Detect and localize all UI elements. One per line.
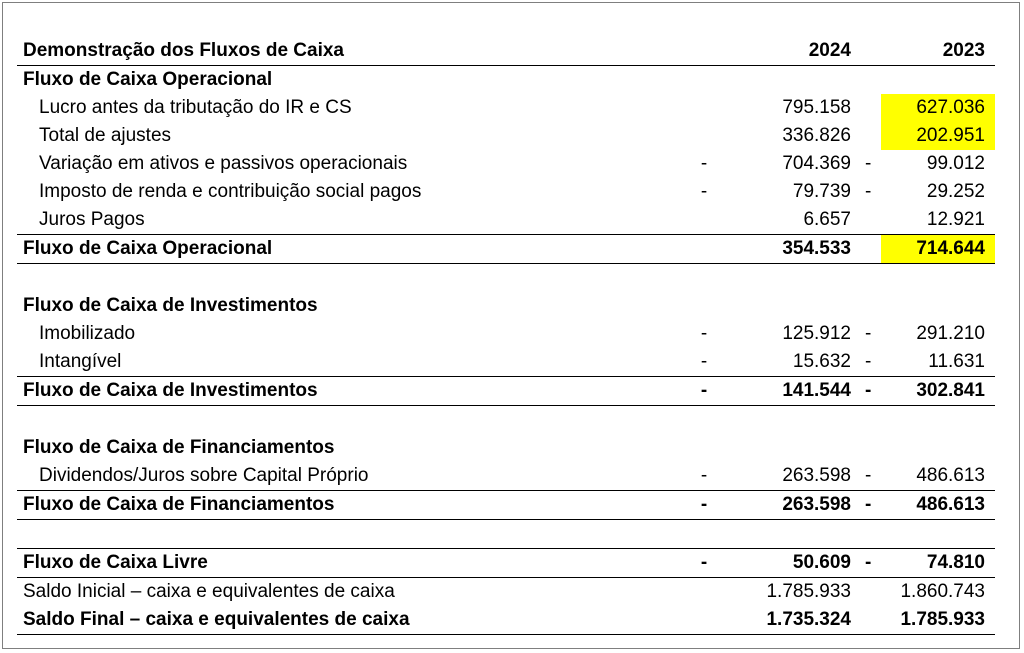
table-row: Imobilizado - 125.912 - 291.210	[39, 323, 985, 344]
cash-flow-table	[17, 37, 995, 635]
total-row-financiamentos: Fluxo de Caixa de Financiamentos - 263.598 - 486.613	[17, 491, 995, 520]
table-row: Lucro antes da tributação do IR e CS 795.158 627.036	[17, 94, 995, 122]
highlighted-cell: 714.644	[881, 235, 995, 264]
spacer-row	[17, 264, 995, 293]
total-row-operacional: Fluxo de Caixa Operacional 354.533 714.644	[17, 235, 995, 264]
table-row: Intangível - 15.632 - 11.631	[39, 351, 985, 372]
highlighted-cell: 202.951	[881, 122, 995, 150]
table-row: Total de ajustes 336.826 202.951	[17, 122, 995, 150]
header-row	[17, 37, 995, 66]
year-2023-header: 2023	[881, 37, 995, 66]
section-heading-financiamentos: Fluxo de Caixa de Financiamentos	[23, 437, 335, 458]
section-heading-investimentos: Fluxo de Caixa de Investimentos	[23, 295, 318, 316]
statement-title: Demonstração dos Fluxos de Caixa	[17, 37, 694, 66]
table-row: Juros Pagos 6.657 12.921	[39, 209, 985, 230]
highlighted-cell: 627.036	[881, 94, 995, 122]
table-row: Dividendos/Juros sobre Capital Próprio - 263.598 - 486.613	[39, 465, 985, 486]
opening-balance-row: Saldo Inicial – caixa e equivalentes de caixa 1.785.933 1.860.743	[17, 578, 995, 607]
total-row-investimentos: Fluxo de Caixa de Investimentos - 141.544 - 302.841	[17, 377, 995, 406]
table-row: Imposto de renda e contribuição social pagos - 79.739 - 29.252	[39, 181, 985, 202]
section-heading-operacional: Fluxo de Caixa Operacional	[23, 69, 273, 90]
spacer-row	[17, 520, 995, 549]
free-cash-flow-row: Fluxo de Caixa Livre - 50.609 - 74.810	[17, 549, 995, 578]
closing-balance-row: Saldo Final – caixa e equivalentes de caixa 1.735.324 1.785.933	[17, 606, 995, 635]
year-2024-header: 2024	[714, 37, 857, 66]
spacer-row	[17, 406, 995, 435]
table-row: Variação em ativos e passivos operacionais - 704.369 - 99.012	[39, 153, 985, 174]
